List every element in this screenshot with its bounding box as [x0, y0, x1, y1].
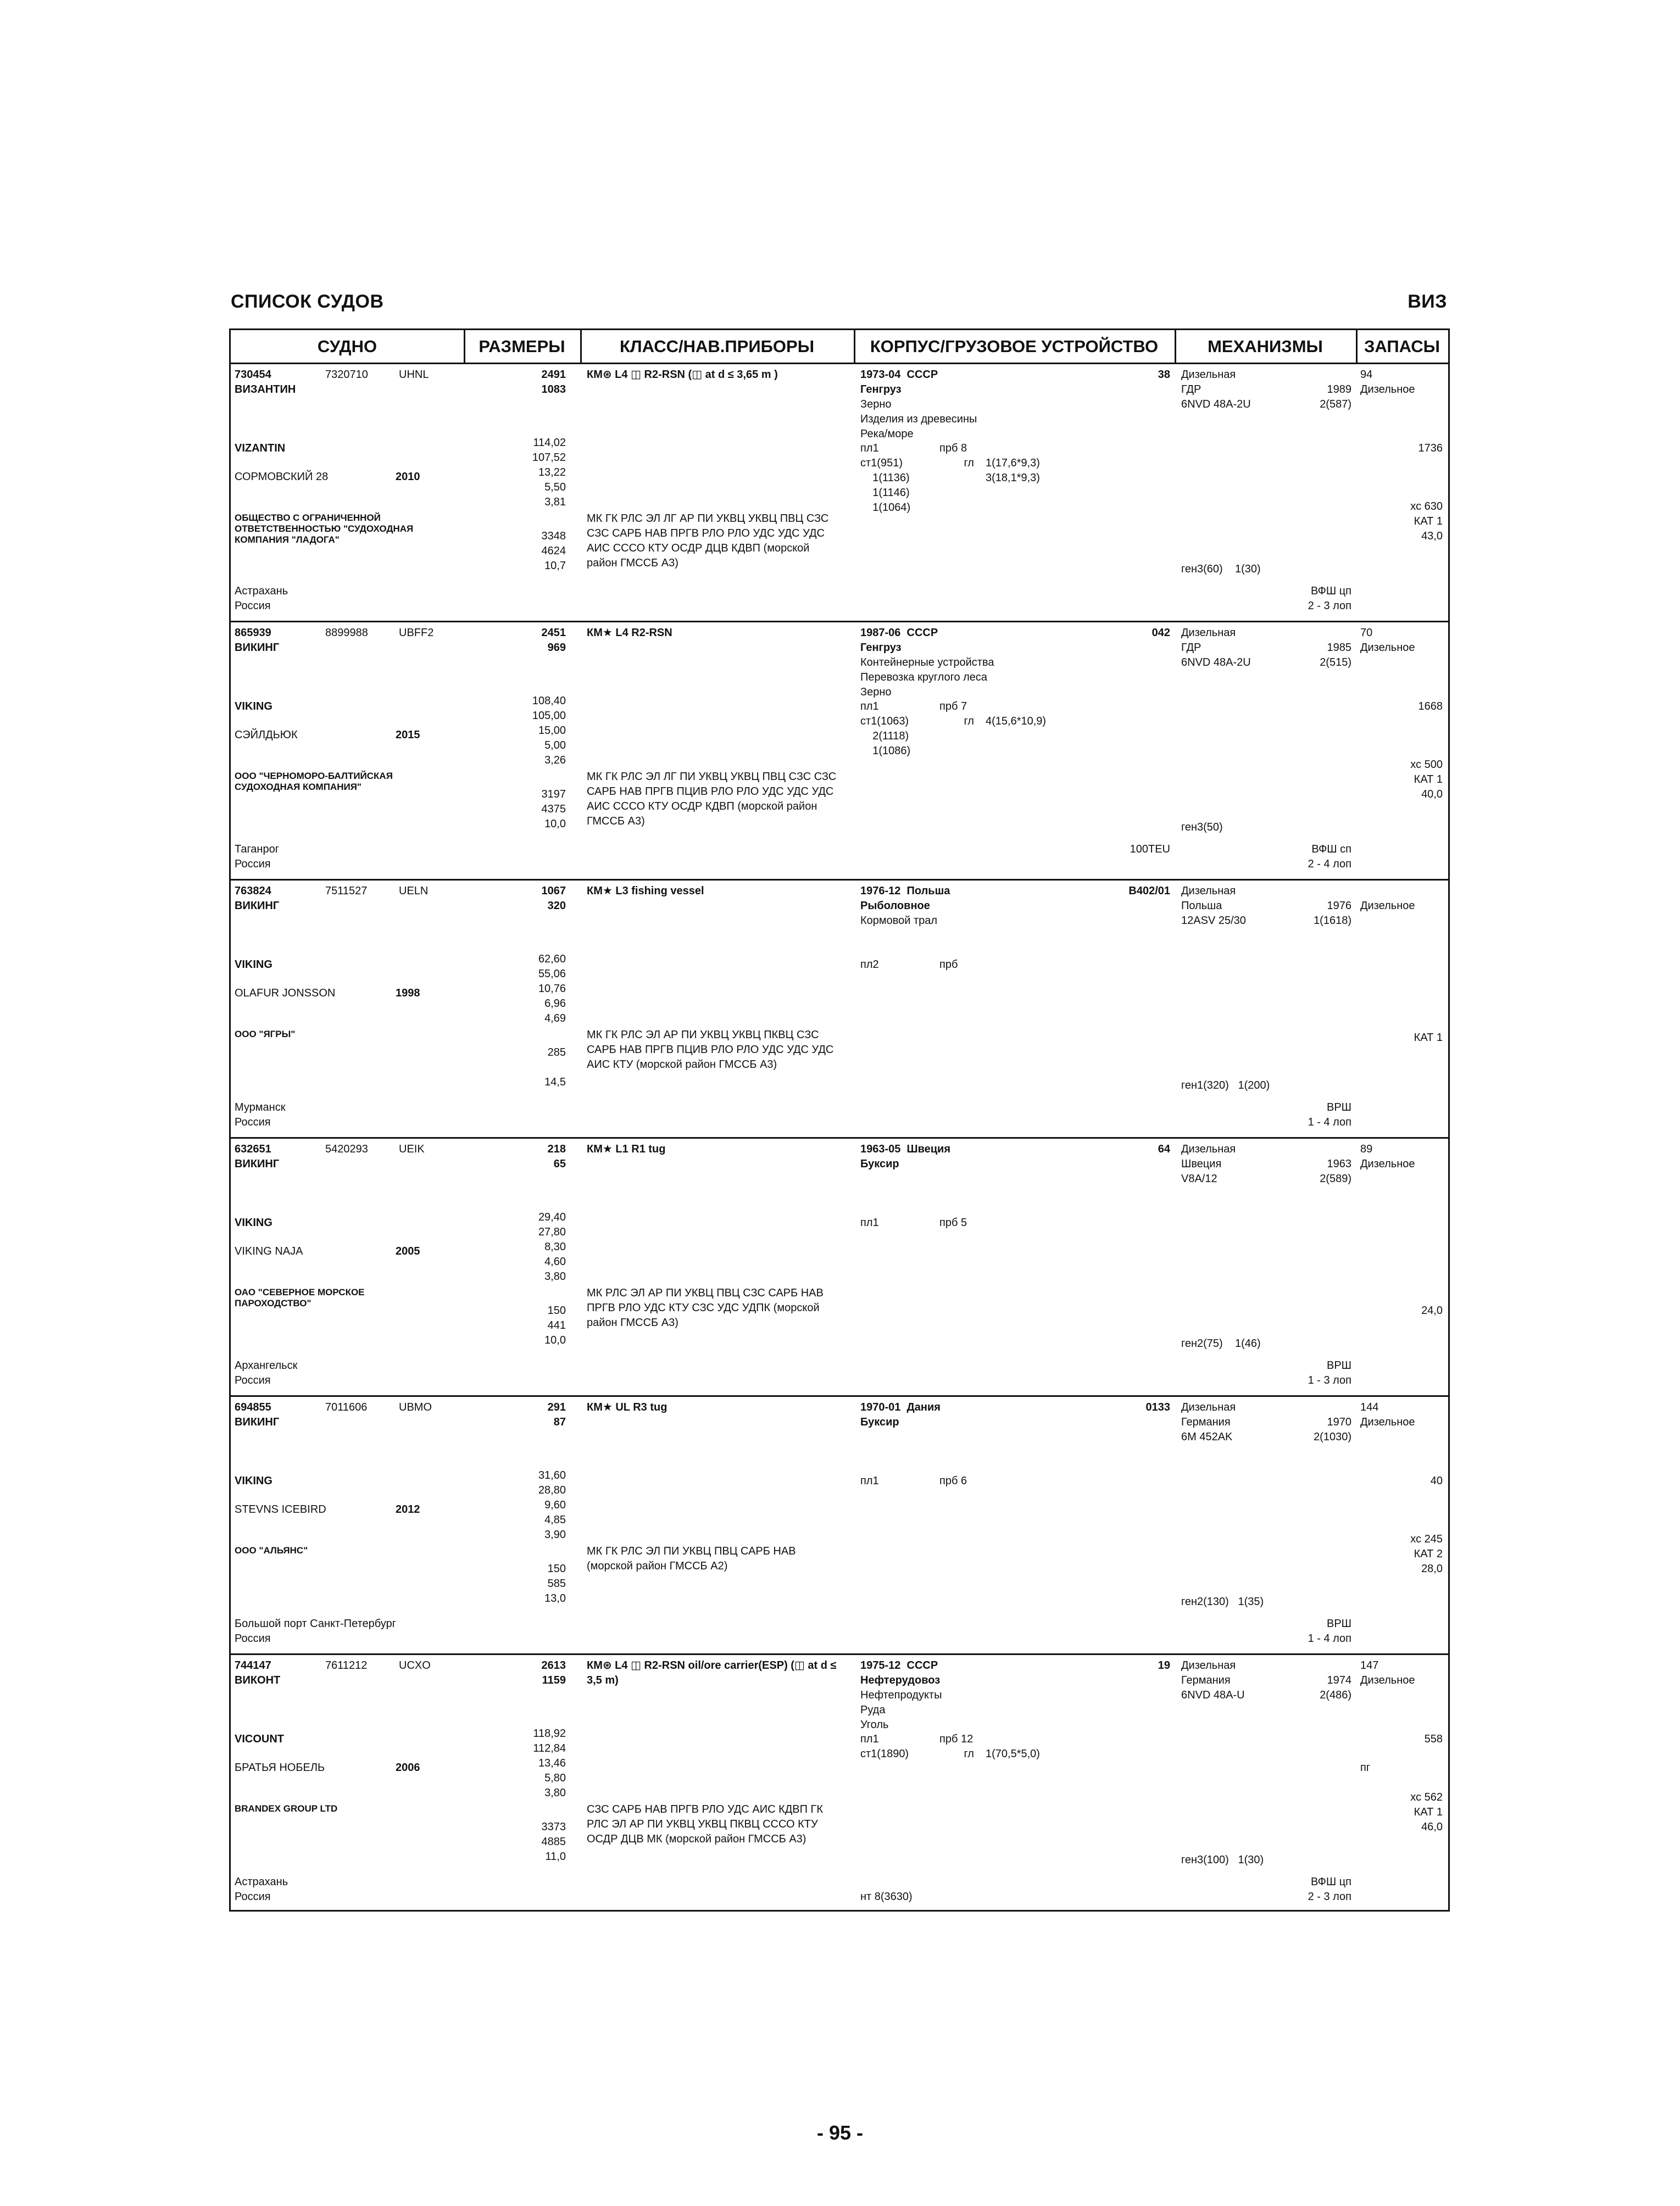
- call-sign: UELN: [399, 885, 429, 897]
- class-notation: КМ★ L4 R2-RSN: [587, 627, 672, 639]
- propeller: ВФШ цп 2 - 3 лоп: [1308, 1876, 1351, 1903]
- cargo-list: Зерно Изделия из древесины Река/море: [860, 398, 977, 440]
- owner: ОАО "СЕВЕРНОЕ МОРСКОЕ ПАРОХОДСТВО": [235, 1287, 365, 1308]
- ship-type: Нефтерудовоз: [860, 1674, 941, 1686]
- hatch-sizes: 4(15,6*10,9): [986, 715, 1047, 727]
- ship-name-latin: VIKING: [235, 1475, 272, 1487]
- ship-record: [231, 1655, 1448, 1913]
- gross-tonnage: 218: [547, 1143, 566, 1155]
- ship-name: ВИКИНГ: [235, 900, 280, 912]
- hull-code: 19: [1158, 1659, 1170, 1672]
- home-port: Таганрог: [235, 843, 280, 855]
- imo-number: 5420293: [325, 1143, 368, 1155]
- propeller: ВФШ сп 2 - 4 лоп: [1308, 843, 1351, 870]
- ship-name: ВИКИНГ: [235, 1158, 280, 1170]
- class-notation: КМ⊛ L4 ◫ R2-RSN (◫ at d ≤ 3,65 m ): [587, 369, 778, 381]
- hatches: прб 6: [939, 1475, 967, 1487]
- section-code: ВИЗ: [1408, 291, 1447, 312]
- ship-name: ВИКИНГ: [235, 1416, 280, 1428]
- refrigeration-category: хс 562 КАТ 1 46,0: [1410, 1791, 1443, 1833]
- engine-info: Дизельная ГДР 6NVD 48A-2U: [1181, 369, 1251, 410]
- page-title: СПИСОК СУДОВ: [231, 291, 384, 312]
- net-tonnage: 1159: [542, 1674, 566, 1686]
- column-header-machinery: МЕХАНИЗМЫ: [1175, 330, 1356, 364]
- propeller: ВФШ цп 2 - 3 лоп: [1308, 585, 1351, 612]
- former-name: БРАТЬЯ НОБЕЛЬ: [235, 1762, 325, 1774]
- teu-capacity: 100TEU: [1130, 843, 1170, 855]
- deadweight: 150 441 10,0: [544, 1305, 566, 1346]
- registry-number: 730454: [235, 369, 271, 381]
- ship-name: ВИЗАНТИН: [235, 383, 296, 395]
- fuel-capacity: 1668: [1418, 700, 1443, 712]
- dimensions: 62,60 55,06 10,76 6,96 4,69: [538, 953, 566, 1024]
- ship-name-latin: VICOUNT: [235, 1733, 284, 1745]
- build-year-country: 1987-06 СССР: [860, 627, 938, 639]
- holds: пл1 ст1(1063) 2(1118) 1(1086): [860, 700, 911, 757]
- ship-name: ВИКОНТ: [235, 1674, 281, 1686]
- ship-type: Генгруз: [860, 383, 902, 395]
- column-divider: [854, 330, 855, 364]
- call-sign: UHNL: [399, 369, 429, 381]
- deadweight: 3373 4885 11,0: [541, 1821, 566, 1863]
- cargo-list: Контейнерные устройства Перевозка круглого леса Зерно: [860, 656, 994, 698]
- imo-number: 7320710: [325, 369, 368, 381]
- engine-year-power: 1963 2(589): [1320, 1158, 1351, 1185]
- former-name: VIKING NAJA: [235, 1245, 303, 1257]
- flag-country: Россия: [235, 1374, 271, 1386]
- registry-number: 763824: [235, 885, 271, 897]
- refrigeration-category: 24,0: [1421, 1305, 1443, 1317]
- flag-country: Россия: [235, 1633, 271, 1645]
- hatches: прб 5: [939, 1217, 967, 1229]
- hatches: прб: [939, 959, 958, 971]
- holds: пл1: [860, 1475, 879, 1487]
- class-notation: КМ★ UL R3 tug: [587, 1401, 667, 1413]
- ship-record: [231, 1397, 1448, 1655]
- former-name: OLAFUR JONSSON: [235, 987, 336, 999]
- engine-info: Дизельная ГДР 6NVD 48A-2U: [1181, 627, 1251, 669]
- ship-record: [231, 364, 1448, 622]
- engine-year-power: 1974 2(486): [1320, 1674, 1351, 1701]
- column-header-hull: КОРПУС/ГРУЗОВОЕ УСТРОЙСТВО: [854, 330, 1175, 364]
- column-header-class: КЛАСС/НАВ.ПРИБОРЫ: [580, 330, 854, 364]
- owner: ООО "ЯГРЫ": [235, 1029, 296, 1039]
- stores-note: пг: [1360, 1762, 1371, 1774]
- class-notation: КМ⊛ L4 ◫ R2-RSN oil/ore carrier(ESP) (◫ at d ≤ 3,5 m): [587, 1659, 837, 1686]
- call-sign: UEIK: [399, 1143, 425, 1155]
- class-notation: КМ★ L1 R1 tug: [587, 1143, 666, 1155]
- home-port: Большой порт Санкт-Петербург: [235, 1618, 397, 1630]
- former-name: СОРМОВСКИЙ 28: [235, 471, 329, 483]
- rename-year: 2015: [396, 729, 420, 741]
- column-divider: [1175, 330, 1176, 364]
- tank-capacity: нт 8(3630): [860, 1891, 913, 1903]
- hatches: прб 12 гл: [939, 1733, 974, 1760]
- nav-equipment: МК ГК РЛС ЭЛ ПИ УКВЦ ПВЦ САРБ НАВ (морской район ГМССБ А2): [587, 1545, 796, 1572]
- ship-name-latin: VIZANTIN: [235, 442, 286, 454]
- generators: ген3(50): [1181, 821, 1223, 833]
- build-year-country: 1975-12 СССР: [860, 1659, 938, 1672]
- column-header-stores: ЗАПАСЫ: [1356, 330, 1448, 364]
- net-tonnage: 320: [547, 900, 566, 912]
- build-year-country: 1973-04 СССР: [860, 369, 938, 381]
- hatch-sizes: 1(17,6*9,3) 3(18,1*9,3): [986, 457, 1040, 484]
- holds: пл1: [860, 1217, 879, 1229]
- flag-country: Россия: [235, 1891, 271, 1903]
- build-year-country: 1976-12 Польша: [860, 885, 950, 897]
- former-name: STEVNS ICEBIRD: [235, 1503, 326, 1516]
- net-tonnage: 969: [547, 642, 566, 654]
- deadweight: 3348 4624 10,7: [541, 530, 566, 572]
- hull-code: 64: [1158, 1143, 1170, 1155]
- imo-number: 7011606: [325, 1401, 368, 1413]
- holds: пл1 ст1(951) 1(1136) 1(1146) 1(1064): [860, 442, 911, 514]
- deadweight: 3197 4375 10,0: [541, 788, 566, 830]
- registry-number: 744147: [235, 1659, 271, 1672]
- hull-code: 042: [1151, 627, 1170, 639]
- fuel-stores: 147 Дизельное: [1360, 1659, 1415, 1686]
- registry-number: 865939: [235, 627, 271, 639]
- hatches: прб 7 гл: [939, 700, 974, 727]
- rename-year: 2012: [396, 1503, 420, 1516]
- column-divider: [1356, 330, 1358, 364]
- hull-code: 38: [1158, 369, 1170, 381]
- ship-type: Генгруз: [860, 642, 902, 654]
- dimensions: 118,92 112,84 13,46 5,80 3,80: [533, 1728, 566, 1799]
- propeller: ВРШ 1 - 3 лоп: [1308, 1360, 1351, 1386]
- home-port: Астрахань: [235, 585, 288, 597]
- fuel-stores: 94 Дизельное: [1360, 369, 1415, 395]
- fuel-capacity: 1736: [1418, 442, 1443, 454]
- home-port: Архангельск: [235, 1360, 298, 1372]
- refrigeration-category: хс 245 КАТ 2 28,0: [1410, 1533, 1443, 1575]
- build-year-country: 1970-01 Дания: [860, 1401, 941, 1413]
- former-name: СЭЙЛДЬЮК: [235, 729, 298, 741]
- generators: ген2(130) 1(35): [1181, 1596, 1264, 1608]
- refrigeration-category: хс 500 КАТ 1 40,0: [1410, 759, 1443, 800]
- refrigeration-category: хс 630 КАТ 1 43,0: [1410, 500, 1443, 542]
- fuel-stores: 70 Дизельное: [1360, 627, 1415, 654]
- call-sign: UBFF2: [399, 627, 434, 639]
- ship-record: [231, 881, 1448, 1139]
- class-notation: КМ★ L3 fishing vessel: [587, 885, 704, 897]
- gross-tonnage: 2491: [541, 369, 566, 381]
- owner: ОБЩЕСТВО С ОГРАНИЧЕННОЙ ОТВЕТСТВЕННОСТЬЮ "СУДОХОДНАЯ КОМПАНИЯ "ЛАДОГА": [235, 512, 414, 545]
- gross-tonnage: 2613: [541, 1659, 566, 1672]
- ship-type: Буксир: [860, 1416, 899, 1428]
- hatch-sizes: 1(70,5*5,0): [986, 1748, 1040, 1760]
- fuel-capacity: 558: [1424, 1733, 1443, 1745]
- imo-number: 8899988: [325, 627, 368, 639]
- rename-year: 2005: [396, 1245, 420, 1257]
- registry-number: 694855: [235, 1401, 271, 1413]
- fuel-stores: 89 Дизельное: [1360, 1143, 1415, 1170]
- fuel-capacity: 40: [1430, 1475, 1443, 1487]
- holds: пл1 ст1(1890): [860, 1733, 909, 1760]
- nav-equipment: МК ГК РЛС ЭЛ АР ПИ УКВЦ УКВЦ ПКВЦ СЗС САРБ НАВ ПРГВ ПЦИВ РЛО РЛО УДС УДС УДС АИС КТУ (морской район ГМССБ А3): [587, 1029, 834, 1071]
- rename-year: 2006: [396, 1762, 420, 1774]
- flag-country: Россия: [235, 1116, 271, 1128]
- owner: ООО "АЛЬЯНС": [235, 1545, 308, 1556]
- ship-record: [231, 1139, 1448, 1397]
- call-sign: UBMO: [399, 1401, 432, 1413]
- build-year-country: 1963-05 Швеция: [860, 1143, 951, 1155]
- flag-country: Россия: [235, 858, 271, 870]
- generators: ген3(60) 1(30): [1181, 563, 1261, 575]
- generators: ген3(100) 1(30): [1181, 1854, 1264, 1866]
- column-header-dimensions: РАЗМЕРЫ: [464, 330, 580, 364]
- engine-year-power: 1989 2(587): [1320, 383, 1351, 410]
- rename-year: 2010: [396, 471, 420, 483]
- ship-name-latin: VIKING: [235, 959, 272, 971]
- engine-year-power: 1985 2(515): [1320, 642, 1351, 669]
- engine-info: Дизельная Польша 12ASV 25/30: [1181, 885, 1246, 927]
- home-port: Астрахань: [235, 1876, 288, 1888]
- generators: ген2(75) 1(46): [1181, 1338, 1261, 1350]
- engine-info: Дизельная Германия 6NVD 48A-U: [1181, 1659, 1245, 1701]
- dimensions: 114,02 107,52 13,22 5,50 3,81: [532, 437, 566, 508]
- rename-year: 1998: [396, 987, 420, 999]
- engine-info: Дизельная Швеция V8A/12: [1181, 1143, 1236, 1185]
- dimensions: 29,40 27,80 8,30 4,60 3,80: [538, 1211, 566, 1283]
- ship-name: ВИКИНГ: [235, 642, 280, 654]
- column-divider: [580, 330, 582, 364]
- fuel-stores: 144 Дизельное: [1360, 1401, 1415, 1428]
- cargo-list: Нефтепродукты Руда Уголь: [860, 1689, 942, 1731]
- owner: ООО "ЧЕРНОМОРО-БАЛТИЙСКАЯ СУДОХОДНАЯ КОМПАНИЯ": [235, 771, 393, 792]
- nav-equipment: МК ГК РЛС ЭЛ ЛГ АР ПИ УКВЦ УКВЦ ПВЦ СЗС СЗС САРБ НАВ ПРГВ РЛО РЛО УДС УДС УДС АИС СССО КТУ ОСДР ДЦВ КДВП (морской район ГМССБ А3): [587, 512, 829, 569]
- imo-number: 7511527: [325, 885, 368, 897]
- nav-equipment: МК РЛС ЭЛ АР ПИ УКВЦ ПВЦ СЗС САРБ НАВ ПРГВ РЛО УДС КТУ СЗС УДС УДПК (морской район ГМССБ А3): [587, 1287, 824, 1329]
- propeller: ВРШ 1 - 4 лоп: [1308, 1101, 1351, 1128]
- refrigeration-category: КАТ 1: [1414, 1032, 1443, 1044]
- gross-tonnage: 2451: [541, 627, 566, 639]
- ship-type: Буксир: [860, 1158, 899, 1170]
- ship-list-table: [229, 328, 1450, 1912]
- gross-tonnage: 1067: [541, 885, 566, 897]
- imo-number: 7611212: [325, 1659, 368, 1672]
- holds: пл2: [860, 959, 879, 971]
- ship-type: Рыболовное: [860, 900, 930, 912]
- fuel-stores: Дизельное: [1360, 900, 1415, 912]
- engine-info: Дизельная Германия 6M 452AK: [1181, 1401, 1236, 1443]
- hull-code: B402/01: [1128, 885, 1170, 897]
- engine-year-power: 1970 2(1030): [1314, 1416, 1351, 1443]
- column-divider: [464, 330, 465, 364]
- net-tonnage: 65: [553, 1158, 566, 1170]
- engine-year-power: 1976 1(1618): [1314, 900, 1351, 927]
- call-sign: UCXO: [399, 1659, 431, 1672]
- generators: ген1(320) 1(200): [1181, 1079, 1270, 1091]
- column-header-ship: СУДНО: [231, 330, 464, 364]
- nav-equipment: СЗС САРБ НАВ ПРГВ РЛО УДС АИС КДВП ГК РЛС ЭЛ АР ПИ УКВЦ УКВЦ ПКВЦ СССО КТУ ОСДР ДЦВ МК (морской район ГМССБ А3): [587, 1803, 824, 1845]
- net-tonnage: 1083: [541, 383, 566, 395]
- home-port: Мурманск: [235, 1101, 286, 1113]
- net-tonnage: 87: [553, 1416, 566, 1428]
- cargo-list: Кормовой трал: [860, 915, 938, 927]
- registry-number: 632651: [235, 1143, 271, 1155]
- dimensions: 108,40 105,00 15,00 5,00 3,26: [532, 695, 566, 766]
- dimensions: 31,60 28,80 9,60 4,85 3,90: [538, 1469, 566, 1541]
- hull-code: 0133: [1145, 1401, 1170, 1413]
- gross-tonnage: 291: [547, 1401, 566, 1413]
- flag-country: Россия: [235, 600, 271, 612]
- ship-name-latin: VIKING: [235, 1217, 272, 1229]
- hatches: прб 8 гл: [939, 442, 974, 469]
- page-number: - 95 -: [816, 2121, 864, 2144]
- ship-record: [231, 622, 1448, 881]
- deadweight: 285 14,5: [544, 1046, 566, 1088]
- propeller: ВРШ 1 - 4 лоп: [1308, 1618, 1351, 1645]
- owner: BRANDEX GROUP LTD: [235, 1803, 338, 1814]
- deadweight: 150 585 13,0: [544, 1563, 566, 1605]
- ship-name-latin: VIKING: [235, 700, 272, 712]
- nav-equipment: МК ГК РЛС ЭЛ ЛГ ПИ УКВЦ УКВЦ ПВЦ СЗС СЗС САРБ НАВ ПРГВ ПЦИВ РЛО РЛО УДС УДС УДС АИС СССО КТУ ОСДР КДВП (морской район ГМССБ А3): [587, 771, 837, 827]
